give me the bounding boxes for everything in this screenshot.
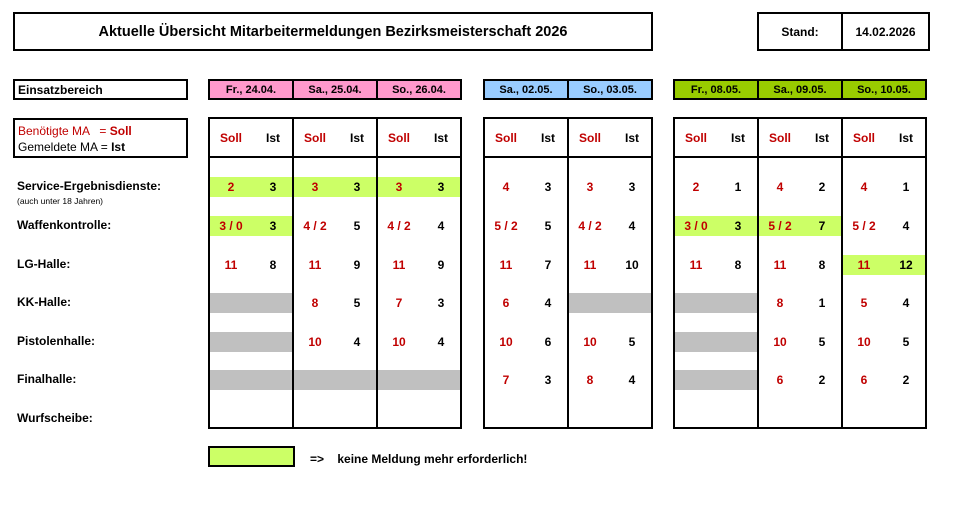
ist-value: 5 <box>544 219 552 233</box>
cell-grey <box>294 370 376 390</box>
soll-value: 2 <box>692 180 700 194</box>
legend-swatch-green <box>208 446 295 467</box>
ist-value: 4 <box>437 219 445 233</box>
soll-value: 6 <box>502 296 510 310</box>
ist-header: Ist <box>898 131 913 145</box>
ist-value: 3 <box>269 219 277 233</box>
ist-header: Ist <box>814 131 829 145</box>
stand-date: 14.02.2026 <box>841 12 930 51</box>
soll-value: 7 <box>502 373 510 387</box>
ist-value: 1 <box>818 296 826 310</box>
ist-value: 12 <box>899 258 913 272</box>
soll-value: 10 <box>308 335 322 349</box>
legend-ist-text: Gemeldete MA <box>18 140 98 154</box>
ist-header: Ist <box>433 131 448 145</box>
soll-value: 4 <box>776 180 784 194</box>
soll-value: 7 <box>395 296 403 310</box>
day-header: So., 03.05. <box>567 79 653 100</box>
day-header: Fr., 24.04. <box>208 79 294 100</box>
soll-value: 3 / 0 <box>219 219 243 233</box>
footer-legend <box>310 452 527 466</box>
soll-value: 4 <box>502 180 510 194</box>
soll-header: Soll <box>387 131 410 145</box>
soll-header: Soll <box>852 131 875 145</box>
soll-value: 10 <box>583 335 597 349</box>
cell-grey <box>675 293 757 313</box>
ist-value: 2 <box>902 373 910 387</box>
legend-soll-eq: = <box>99 124 107 138</box>
ist-value: 9 <box>353 258 361 272</box>
ist-value: 8 <box>269 258 277 272</box>
cell-grey <box>210 293 292 313</box>
soll-value: 3 <box>395 180 403 194</box>
soll-value: 11 <box>392 258 406 272</box>
soll-value: 11 <box>224 258 238 272</box>
ist-value: 3 <box>437 296 445 310</box>
soll-value: 6 <box>776 373 784 387</box>
ist-header: Ist <box>540 131 555 145</box>
ist-header: Ist <box>265 131 280 145</box>
soll-value: 8 <box>311 296 319 310</box>
soll-header: Soll <box>578 131 601 145</box>
soll-value: 10 <box>857 335 871 349</box>
row-sublabel: (auch unter 18 Jahren) <box>17 196 103 206</box>
ist-value: 5 <box>902 335 910 349</box>
soll-value: 4 <box>860 180 868 194</box>
cell-grey <box>210 370 292 390</box>
ist-header: Ist <box>624 131 639 145</box>
ist-value: 3 <box>353 180 361 194</box>
ist-value: 5 <box>353 219 361 233</box>
legend-ist-eq: = <box>100 140 108 154</box>
soll-header: Soll <box>219 131 242 145</box>
ist-value: 4 <box>902 219 910 233</box>
ist-header: Ist <box>730 131 745 145</box>
ist-value: 4 <box>628 373 636 387</box>
row-label: KK-Halle: <box>17 295 72 309</box>
day-header: Fr., 08.05. <box>673 79 759 100</box>
ist-value: 9 <box>437 258 445 272</box>
row-label: Finalhalle: <box>17 372 77 386</box>
day-header: So., 10.05. <box>841 79 927 100</box>
soll-value: 2 <box>227 180 235 194</box>
row-label: LG-Halle: <box>17 257 71 271</box>
soll-value: 3 / 0 <box>684 219 708 233</box>
ist-value: 3 <box>544 373 552 387</box>
day-header: Sa., 02.05. <box>483 79 569 100</box>
ist-value: 6 <box>544 335 552 349</box>
ist-value: 3 <box>437 180 445 194</box>
row-label: Waffenkontrolle: <box>17 218 112 232</box>
ist-value: 5 <box>628 335 636 349</box>
row-label: Pistolenhalle: <box>17 334 96 348</box>
cell-grey <box>378 370 460 390</box>
cell-grey <box>210 332 292 352</box>
legend-ist-key: Ist <box>111 140 126 154</box>
footer-legend-text: keine Meldung mehr erforderlich! <box>337 452 528 466</box>
day-header: Sa., 25.04. <box>292 79 378 100</box>
soll-value: 11 <box>689 258 703 272</box>
ist-value: 4 <box>902 296 910 310</box>
ist-value: 4 <box>544 296 552 310</box>
stand-label: Stand: <box>757 12 843 51</box>
soll-value: 3 <box>311 180 319 194</box>
page-title: Aktuelle Übersicht Mitarbeitermeldungen Bezirksmeisterschaft 2026 <box>13 12 653 51</box>
ist-value: 4 <box>353 335 361 349</box>
soll-value: 10 <box>499 335 513 349</box>
soll-value: 11 <box>499 258 513 272</box>
soll-ist-legend <box>13 118 188 158</box>
soll-header: Soll <box>768 131 791 145</box>
soll-value: 8 <box>776 296 784 310</box>
ist-value: 3 <box>628 180 636 194</box>
day-header: So., 26.04. <box>376 79 462 100</box>
soll-value: 6 <box>860 373 868 387</box>
ist-value: 5 <box>353 296 361 310</box>
ist-value: 1 <box>902 180 910 194</box>
cell-grey <box>675 370 757 390</box>
soll-value: 10 <box>773 335 787 349</box>
row-label: Service-Ergebnisdienste: <box>17 179 162 193</box>
row-label: Wurfscheibe: <box>17 411 93 425</box>
day-header: Sa., 09.05. <box>757 79 843 100</box>
einsatzbereich-label: Einsatzbereich <box>13 79 188 100</box>
soll-value: 5 <box>860 296 868 310</box>
soll-value: 5 / 2 <box>494 219 518 233</box>
soll-value: 11 <box>583 258 597 272</box>
ist-value: 7 <box>544 258 552 272</box>
ist-value: 3 <box>544 180 552 194</box>
ist-value: 3 <box>734 219 742 233</box>
soll-value: 11 <box>308 258 322 272</box>
cell-grey <box>675 332 757 352</box>
ist-value: 8 <box>818 258 826 272</box>
soll-header: Soll <box>684 131 707 145</box>
legend-line-ist <box>18 139 186 155</box>
soll-value: 5 / 2 <box>768 219 792 233</box>
soll-value: 8 <box>586 373 594 387</box>
ist-header: Ist <box>349 131 364 145</box>
legend-soll-key: Soll <box>109 124 132 138</box>
ist-value: 2 <box>818 373 826 387</box>
ist-value: 4 <box>628 219 636 233</box>
legend-line-soll <box>18 123 186 139</box>
soll-value: 3 <box>586 180 594 194</box>
ist-value: 2 <box>818 180 826 194</box>
soll-value: 4 / 2 <box>303 219 327 233</box>
ist-value: 5 <box>818 335 826 349</box>
soll-header: Soll <box>494 131 517 145</box>
legend-soll-text: Benötigte MA <box>18 124 90 138</box>
soll-header: Soll <box>303 131 326 145</box>
soll-value: 11 <box>857 258 871 272</box>
cell-grey <box>569 293 651 313</box>
soll-value: 11 <box>773 258 787 272</box>
soll-value: 10 <box>392 335 406 349</box>
soll-value: 5 / 2 <box>852 219 876 233</box>
ist-value: 7 <box>818 219 826 233</box>
soll-value: 4 / 2 <box>387 219 411 233</box>
ist-value: 3 <box>269 180 277 194</box>
ist-value: 8 <box>734 258 742 272</box>
ist-value: 1 <box>734 180 742 194</box>
footer-arrow: => <box>310 452 325 466</box>
ist-value: 10 <box>625 258 639 272</box>
soll-value: 4 / 2 <box>578 219 602 233</box>
ist-value: 4 <box>437 335 445 349</box>
